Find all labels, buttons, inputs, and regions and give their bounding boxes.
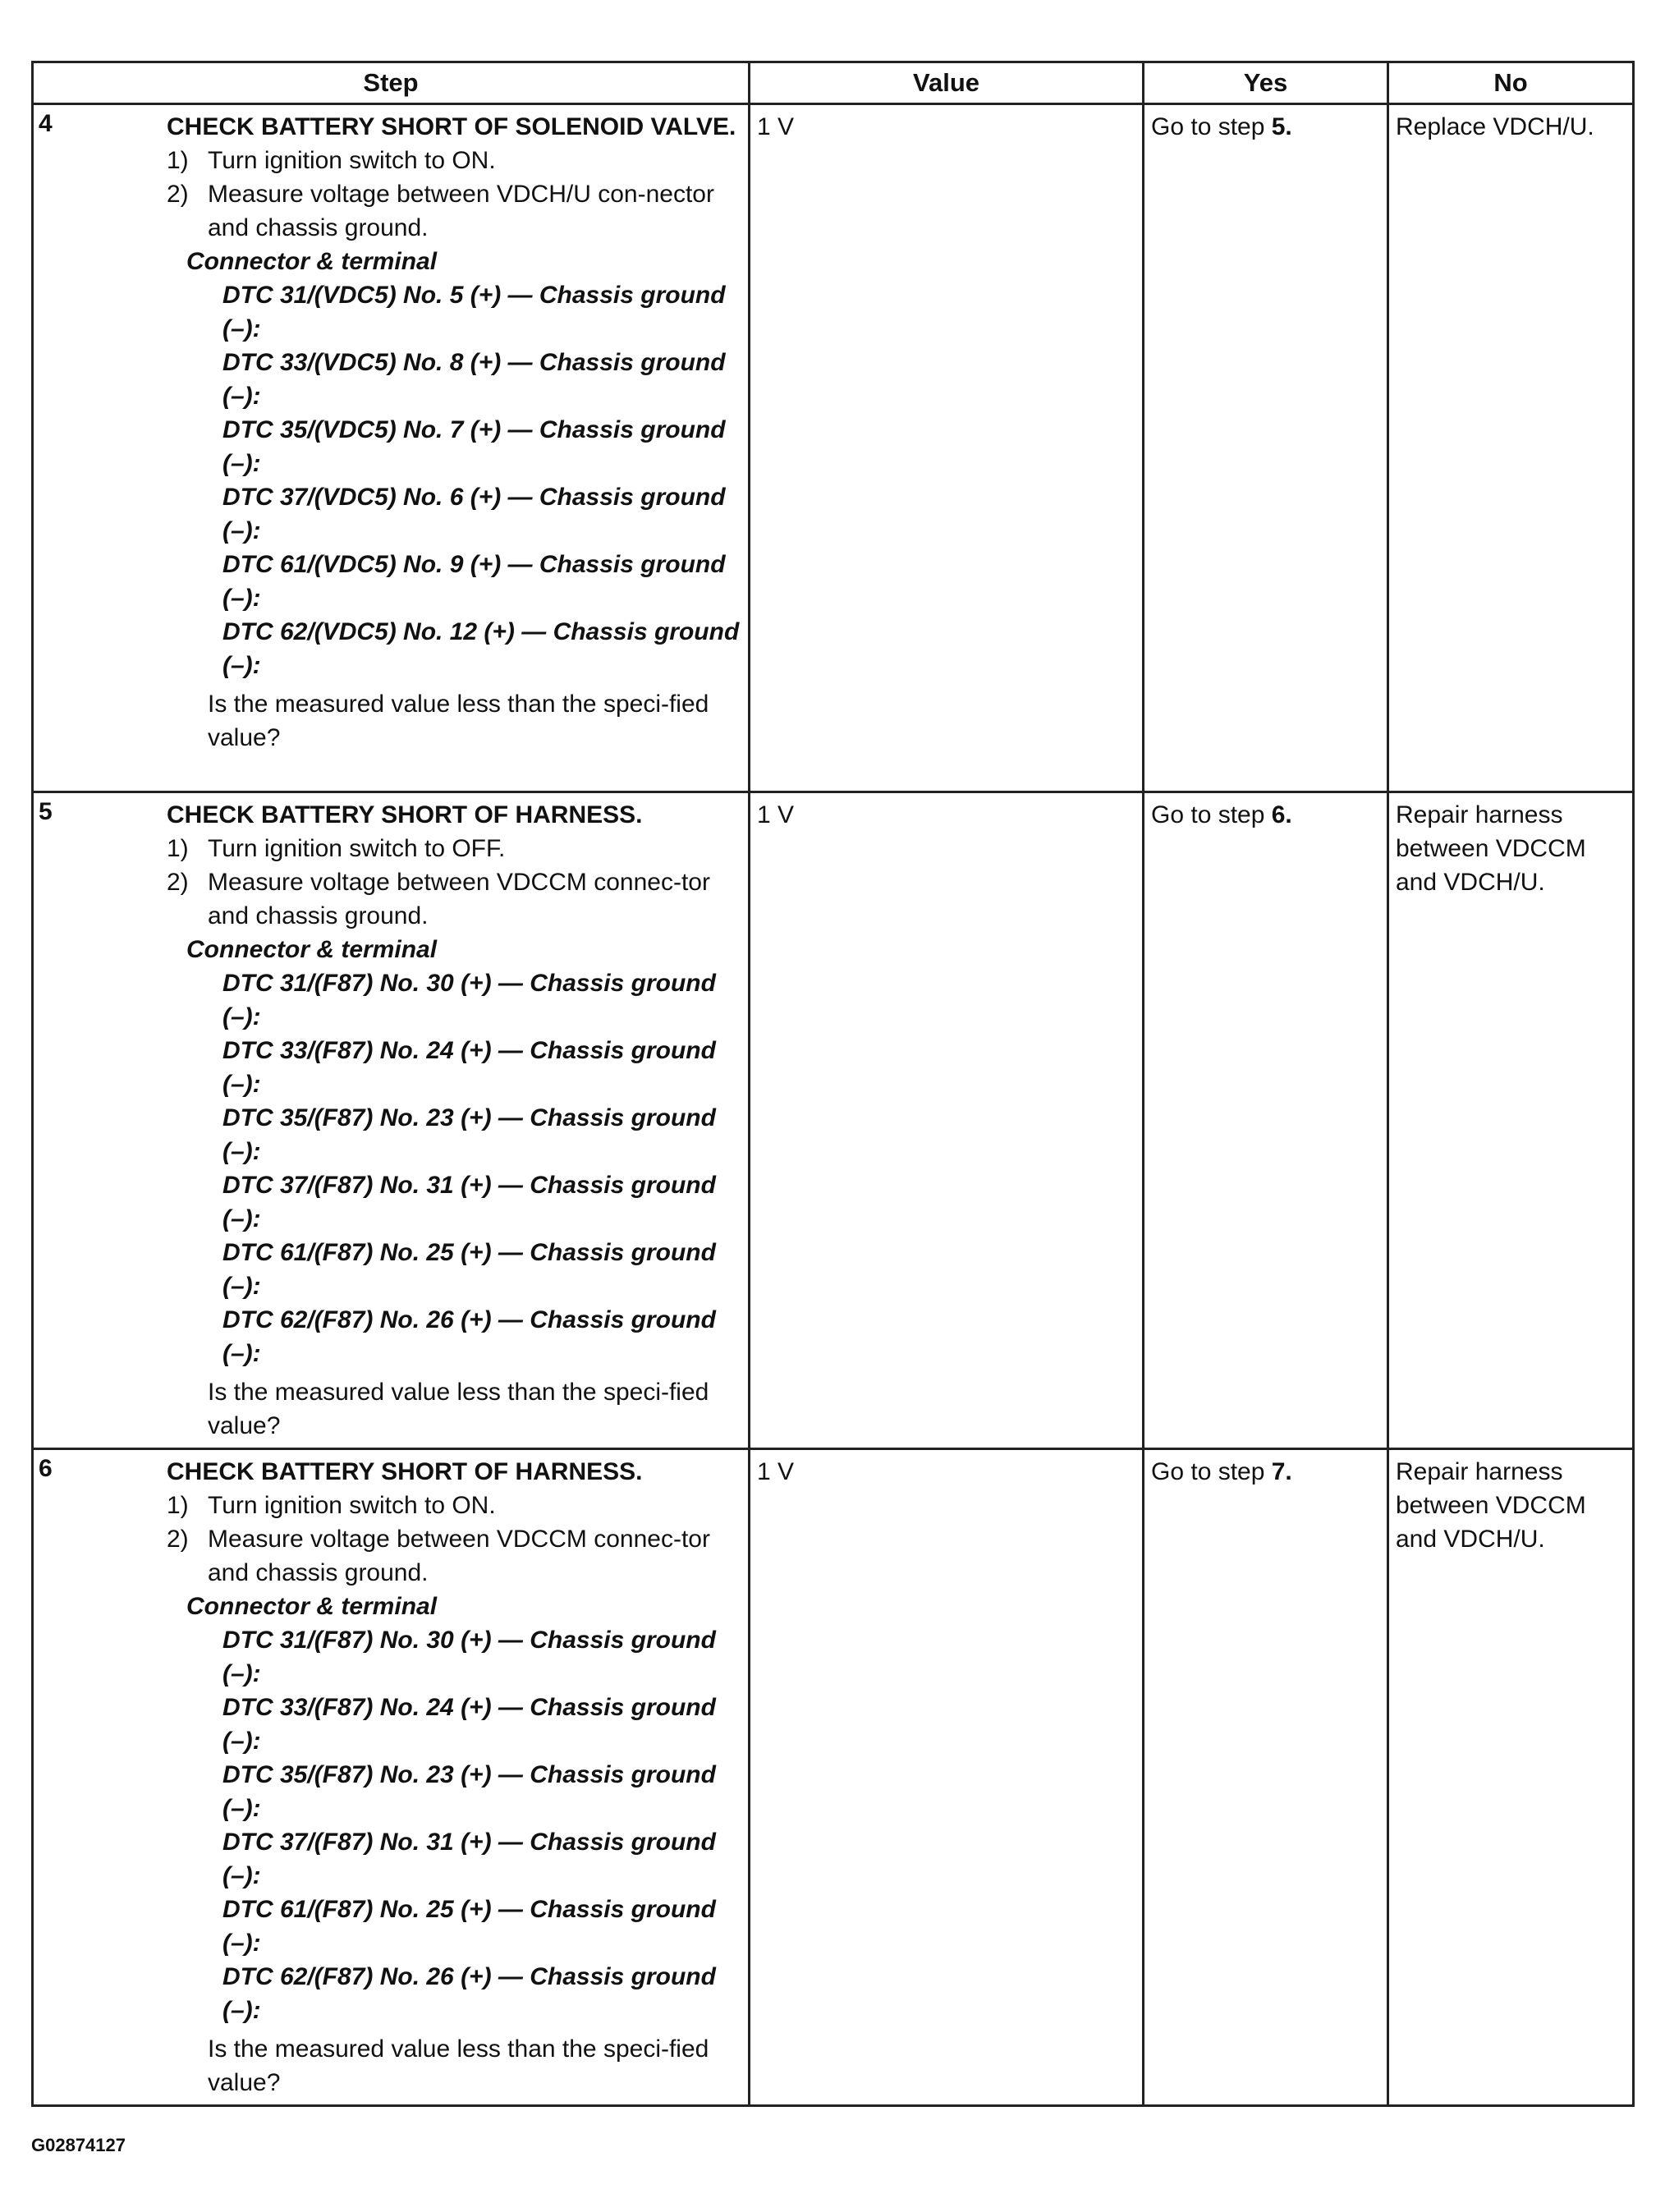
value-text: 1 V [757, 113, 795, 140]
yes-step: 5. [1271, 113, 1292, 140]
step-cell [33, 792, 750, 1449]
connector-heading: Connector & terminal [186, 248, 438, 275]
no-text: Repair harness between VDCCM and VDCH/U. [1396, 1458, 1586, 1553]
step-number: 5 [39, 798, 53, 825]
step-question: Is the measured value less than the speci-fied value? [208, 1379, 709, 1439]
instruction-text: Turn ignition switch to ON. [208, 1492, 496, 1519]
instruction-text: Measure voltage between VDCH/U con-nector and chassis ground. [208, 181, 714, 241]
no-cell [1388, 1449, 1634, 2106]
header-no: No [1388, 62, 1634, 104]
step-number: 4 [39, 110, 53, 137]
dtc-terminal-line: DTC 37/(VDC5) No. 6 (+) — Chassis ground (–): [222, 484, 726, 544]
step-cell [33, 104, 750, 792]
table-row [33, 1449, 1634, 2106]
dtc-terminal-line: DTC 62/(F87) No. 26 (+) — Chassis ground (–): [222, 1306, 716, 1367]
connector-heading: Connector & terminal [186, 1593, 438, 1620]
figure-id: G02874127 [31, 2135, 126, 2155]
step-question: Is the measured value less than the speci-fied value? [208, 691, 709, 751]
no-text: Repair harness between VDCCM and VDCH/U. [1396, 801, 1586, 896]
dtc-terminal-line: DTC 31/(VDC5) No. 5 (+) — Chassis ground (–): [222, 282, 726, 342]
step-body [167, 1450, 748, 2100]
instruction-item [167, 177, 741, 245]
dtc-terminal-line: DTC 62/(F87) No. 26 (+) — Chassis ground (–): [222, 1963, 716, 2024]
dtc-terminal-line: DTC 61/(VDC5) No. 9 (+) — Chassis ground (–): [222, 551, 726, 612]
yes-step: 6. [1271, 801, 1292, 828]
dtc-terminal-line: DTC 62/(VDC5) No. 12 (+) — Chassis ground (–): [222, 618, 740, 679]
value-text: 1 V [757, 1458, 795, 1485]
dtc-terminal-line: DTC 33/(VDC5) No. 8 (+) — Chassis ground (–): [222, 349, 726, 410]
dtc-terminal-line: DTC 61/(F87) No. 25 (+) — Chassis ground (–): [222, 1896, 716, 1957]
yes-cell [1144, 1449, 1388, 2106]
dtc-terminal-line: DTC 31/(F87) No. 30 (+) — Chassis ground (–): [222, 1627, 716, 1687]
yes-prefix: Go to step [1151, 1458, 1272, 1485]
dtc-terminal-line: DTC 33/(F87) No. 24 (+) — Chassis ground (–): [222, 1694, 716, 1755]
no-text: Replace VDCH/U. [1396, 113, 1594, 140]
instruction-number: 1) [167, 1492, 189, 1519]
instruction-text: Turn ignition switch to ON. [208, 147, 496, 174]
table-row [33, 792, 1634, 1449]
yes-text [1144, 793, 1387, 837]
dtc-terminal-line: DTC 35/(F87) No. 23 (+) — Chassis ground (–): [222, 1104, 716, 1165]
instruction-number: 1) [167, 147, 189, 174]
connector-heading: Connector & terminal [186, 936, 438, 963]
diagnostic-table [31, 61, 1635, 2107]
step-title: CHECK BATTERY SHORT OF HARNESS. [167, 801, 643, 828]
dtc-terminal-line: DTC 35/(VDC5) No. 7 (+) — Chassis ground (–): [222, 416, 726, 477]
step-title: CHECK BATTERY SHORT OF HARNESS. [167, 1458, 643, 1485]
header-value: Value [750, 62, 1144, 104]
instruction-text: Measure voltage between VDCCM connec-tor and chassis ground. [208, 869, 710, 929]
header-row [33, 62, 1634, 104]
value-cell [750, 792, 1144, 1449]
step-number: 6 [39, 1455, 53, 1482]
yes-text [1144, 1450, 1387, 1494]
yes-prefix: Go to step [1151, 113, 1272, 140]
value-cell [750, 104, 1144, 792]
header-step: Step [33, 62, 750, 104]
instruction-number: 2) [167, 1526, 189, 1553]
instruction-item [167, 1489, 741, 1522]
table-row [33, 104, 1634, 792]
step-body [167, 793, 748, 1443]
instruction-item [167, 144, 741, 177]
dtc-terminal-line: DTC 37/(F87) No. 31 (+) — Chassis ground (–): [222, 1172, 716, 1232]
yes-cell [1144, 792, 1388, 1449]
instruction-number: 1) [167, 835, 189, 862]
instruction-number: 2) [167, 181, 189, 208]
instruction-item [167, 832, 741, 865]
instruction-number: 2) [167, 869, 189, 896]
dtc-terminal-line: DTC 61/(F87) No. 25 (+) — Chassis ground (–): [222, 1239, 716, 1300]
step-body [167, 105, 748, 755]
step-cell [33, 1449, 750, 2106]
instruction-text: Turn ignition switch to OFF. [208, 835, 506, 862]
yes-text [1144, 105, 1387, 149]
yes-prefix: Go to step [1151, 801, 1272, 828]
value-cell [750, 1449, 1144, 2106]
no-cell [1388, 104, 1634, 792]
dtc-terminal-line: DTC 31/(F87) No. 30 (+) — Chassis ground (–): [222, 970, 716, 1030]
yes-cell [1144, 104, 1388, 792]
header-yes: Yes [1144, 62, 1388, 104]
instruction-item [167, 1522, 741, 1590]
no-cell [1388, 792, 1634, 1449]
dtc-terminal-line: DTC 35/(F87) No. 23 (+) — Chassis ground (–): [222, 1761, 716, 1822]
dtc-terminal-line: DTC 37/(F87) No. 31 (+) — Chassis ground (–): [222, 1829, 716, 1889]
instruction-item [167, 865, 741, 933]
yes-step: 7. [1271, 1458, 1292, 1485]
step-question: Is the measured value less than the speci-fied value? [208, 2035, 709, 2096]
step-title: CHECK BATTERY SHORT OF SOLENOID VALVE. [167, 113, 736, 140]
dtc-terminal-line: DTC 33/(F87) No. 24 (+) — Chassis ground (–): [222, 1037, 716, 1098]
value-text: 1 V [757, 801, 795, 828]
instruction-text: Measure voltage between VDCCM connec-tor and chassis ground. [208, 1526, 710, 1586]
